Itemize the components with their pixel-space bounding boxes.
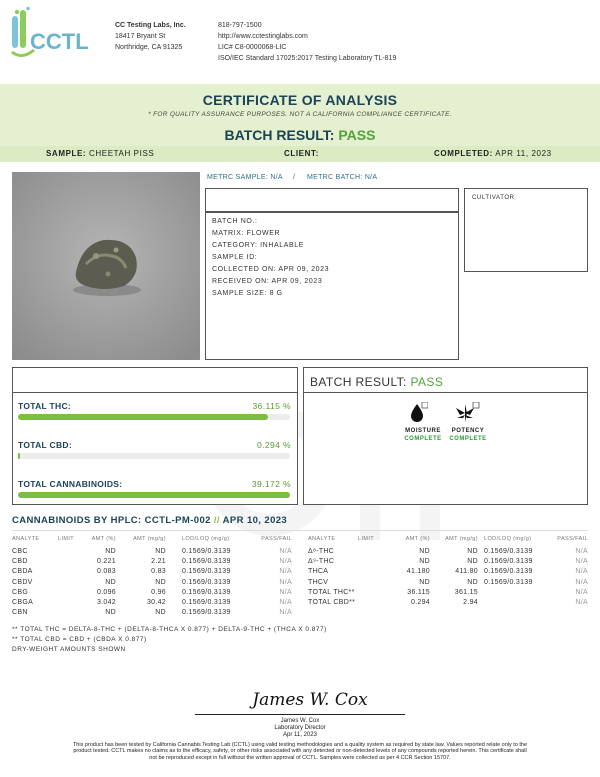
hplc-divider [12, 530, 588, 531]
table-cell: N/A [279, 548, 292, 555]
table-cell: ND [467, 579, 478, 586]
table-header: ANALYTE [308, 536, 336, 542]
table-header: ANALYTE [12, 536, 40, 542]
table-cell: 0.1569/0.3139 [484, 558, 533, 565]
hplc-slash: // [213, 515, 220, 526]
total-thc-label: TOTAL THC: [18, 401, 72, 411]
table-cell: N/A [279, 599, 292, 606]
table-cell: 0.83 [151, 568, 166, 575]
table-cell: 0.1569/0.3139 [182, 589, 231, 596]
table-header: AMT (mg/g) [445, 536, 478, 542]
cultivator-label: CULTIVATOR [472, 195, 515, 201]
totals-header-box [12, 367, 298, 393]
table-cell: N/A [279, 558, 292, 565]
matrix: MATRIX: FLOWER [212, 230, 281, 237]
disclaimer-text: This product has been tested by California Cannabis Testing Lab (CCTL) using valid testing methodologies and a quality system as required by state law. Values reported relate only to the product tested. CCTL makes no claims as to the efficacy, safety, or other risks associated with any detected or non-detected levels of any compounds reported herein. This certificate shall not be reproduced except in full without the written approval of CCTL. Samples were collected as per 4 CCR Section 15707. [72, 742, 528, 761]
table-header: LOD/LOQ (mg/g) [182, 536, 230, 542]
table-cell: 0.1569/0.3139 [484, 548, 533, 555]
table-header: PASS/FAIL [261, 536, 292, 542]
table-cell: 0.1569/0.3139 [182, 599, 231, 606]
total-cbd-value: 0.294 % [257, 440, 291, 450]
batch-result-label: BATCH RESULT: [224, 127, 335, 143]
analyte-name: Δ⁹-THC [308, 558, 335, 565]
cctl-logo [8, 6, 93, 66]
metrc-separator: / [293, 174, 296, 181]
batch-result-box [303, 393, 588, 505]
completed-value: APR 11, 2023 [495, 149, 552, 158]
moisture-status: COMPLETE [404, 436, 442, 442]
director-name: James W. Cox [280, 718, 320, 724]
table-cell: ND [419, 579, 430, 586]
signature-date: Apr 11, 2023 [283, 732, 317, 738]
sample-size: SAMPLE SIZE: 8 G [212, 290, 283, 297]
analyte-name: CBG [12, 589, 29, 596]
table-cell: N/A [279, 589, 292, 596]
note-total-thc: ** TOTAL THC = DELTA-8-THC + (DELTA-8-THCA X 0.877) + DELTA-9-THC + (THCA X 0.877) [12, 626, 327, 633]
lab-url[interactable]: http://www.cctestinglabs.com [218, 33, 308, 40]
metrc-sample: METRC SAMPLE: N/A [207, 174, 283, 181]
table-cell: 361.15 [454, 589, 478, 596]
table-cell: 2.21 [151, 558, 166, 565]
batch-result-value: PASS [338, 127, 376, 143]
table-cell: ND [155, 548, 166, 555]
table-cell: ND [105, 609, 116, 616]
analyte-name: THCV [308, 579, 329, 586]
batch-panel-value: PASS [410, 375, 444, 389]
analyte-name: TOTAL CBD** [308, 599, 356, 606]
note-dry-weight: DRY-WEIGHT AMOUNTS SHOWN [12, 646, 126, 653]
lab-name: CC Testing Labs, Inc. [115, 22, 186, 29]
logo-text: CCTL [30, 29, 89, 54]
moisture-label: MOISTURE [405, 428, 441, 434]
table-cell: 0.1569/0.3139 [484, 568, 533, 575]
cannabis-leaf-icon [454, 402, 480, 424]
batch-no: BATCH NO.: [212, 218, 258, 225]
table-cell: ND [105, 579, 116, 586]
table-cell: 0.1569/0.3139 [182, 609, 231, 616]
analyte-name: CBGA [12, 599, 34, 606]
total-cannabinoids-value: 39.172 % [251, 479, 291, 489]
table-cell: 0.96 [151, 589, 166, 596]
table-cell: N/A [575, 568, 588, 575]
metrc-batch: METRC BATCH: N/A [307, 174, 378, 181]
total-thc-value: 36.115 % [252, 401, 291, 411]
lab-phone: 818-797-1500 [218, 22, 262, 29]
lab-address-1: 18417 Bryant St [115, 33, 166, 40]
document-title: CERTIFICATE OF ANALYSIS [202, 92, 398, 108]
client-label: CLIENT: [284, 149, 319, 158]
table-cell: 0.1569/0.3139 [182, 548, 231, 555]
hplc-section-title [12, 515, 287, 526]
potency-label: POTENCY [451, 428, 485, 434]
table-cell: N/A [575, 589, 588, 596]
note-total-cbd: ** TOTAL CBD = CBD + (CBDA X 0.877) [12, 636, 147, 643]
table-cell: 0.1569/0.3139 [484, 579, 533, 586]
table-header: PASS/FAIL [557, 536, 588, 542]
table-cell: 2.94 [463, 599, 478, 606]
total-cannabinoids-bar [18, 492, 290, 498]
table-header: AMT (%) [91, 536, 116, 542]
table-cell: 0.1569/0.3139 [182, 579, 231, 586]
droplet-icon [408, 402, 428, 424]
total-cannabinoids-label: TOTAL CANNABINOIDS: [18, 479, 123, 489]
total-cbd-bar [18, 453, 20, 459]
lab-license: LIC# C8-0000068-LIC [218, 44, 287, 51]
sample-value: CHEETAH PISS [89, 149, 155, 158]
analyte-name: THCA [308, 568, 329, 575]
table-cell: 41.180 [406, 568, 430, 575]
lab-address-2: Northridge, CA 91325 [115, 44, 183, 51]
potency-status: COMPLETE [449, 436, 487, 442]
sample-photo [12, 172, 200, 360]
received-on: RECEIVED ON: APR 09, 2023 [212, 278, 323, 285]
table-cell: 0.1569/0.3139 [182, 568, 231, 575]
table-cell: 30.42 [146, 599, 166, 606]
category: CATEGORY: INHALABLE [212, 242, 305, 249]
analyte-name: CBDA [12, 568, 33, 575]
analyte-name: CBD [12, 558, 28, 565]
table-cell: 0.096 [96, 589, 116, 596]
table-cell: 411.80 [455, 568, 478, 575]
table-cell: 36.115 [407, 589, 430, 596]
table-header: LOD/LOQ (mg/g) [484, 536, 532, 542]
table-cell: 0.083 [96, 568, 116, 575]
metrc-blank-box [205, 188, 459, 212]
sample-id: SAMPLE ID: [212, 254, 258, 261]
table-cell: N/A [575, 558, 588, 565]
table-cell: 0.294 [410, 599, 430, 606]
director-role: Laboratory Director [274, 725, 326, 731]
analyte-name: Δ⁸-THC [308, 548, 335, 555]
completed-field [434, 149, 552, 158]
hplc-title: CANNABINOIDS BY HPLC: CCTL-PM-002 [12, 515, 211, 526]
table-header: LIMIT [58, 536, 75, 542]
batch-result-panel-title [310, 375, 443, 389]
client-field [284, 149, 319, 158]
table-header: LIMIT [358, 536, 375, 542]
document-subtitle: * FOR QUALITY ASSURANCE PURPOSES. NOT A CALIFORNIA COMPLIANCE CERTIFICATE. [148, 111, 452, 118]
table-cell: ND [155, 579, 166, 586]
signature-line [195, 714, 405, 715]
table-cell: 0.1569/0.3139 [182, 558, 231, 565]
table-cell: N/A [279, 568, 292, 575]
table-cell: 0.221 [96, 558, 116, 565]
total-cbd-bar-track [18, 453, 290, 459]
table-cell: ND [419, 548, 430, 555]
table-cell: N/A [279, 579, 292, 586]
table-cell: ND [105, 548, 116, 555]
table-cell: ND [467, 548, 478, 555]
table-header: AMT (%) [405, 536, 430, 542]
table-cell: ND [419, 558, 430, 565]
table-cell: N/A [575, 599, 588, 606]
analyte-name: TOTAL THC** [308, 589, 355, 596]
lab-iso: ISO/IEC Standard 17025:2017 Testing Laboratory TL-819 [218, 55, 397, 62]
total-cbd-label: TOTAL CBD: [18, 440, 72, 450]
collected-on: COLLECTED ON: APR 09, 2023 [212, 266, 330, 273]
hplc-date: APR 10, 2023 [222, 515, 288, 526]
total-thc-bar [18, 414, 268, 420]
sample-label: SAMPLE: [46, 149, 87, 158]
completed-label: COMPLETED: [434, 149, 493, 158]
analyte-name: CBDV [12, 579, 33, 586]
table-header: AMT (mg/g) [133, 536, 166, 542]
table-cell: N/A [575, 548, 588, 555]
table-cell: N/A [575, 579, 588, 586]
table-cell: 3.042 [96, 599, 116, 606]
analyte-name: CBN [12, 609, 28, 616]
table-cell: ND [467, 558, 478, 565]
batch-result-heading [0, 127, 600, 143]
sample-field [46, 149, 154, 158]
table-cell: N/A [279, 609, 292, 616]
table-cell: ND [155, 609, 166, 616]
director-signature: James W. Cox [252, 690, 368, 710]
analyte-name: CBC [12, 548, 28, 555]
batch-panel-label: BATCH RESULT: [310, 375, 407, 389]
